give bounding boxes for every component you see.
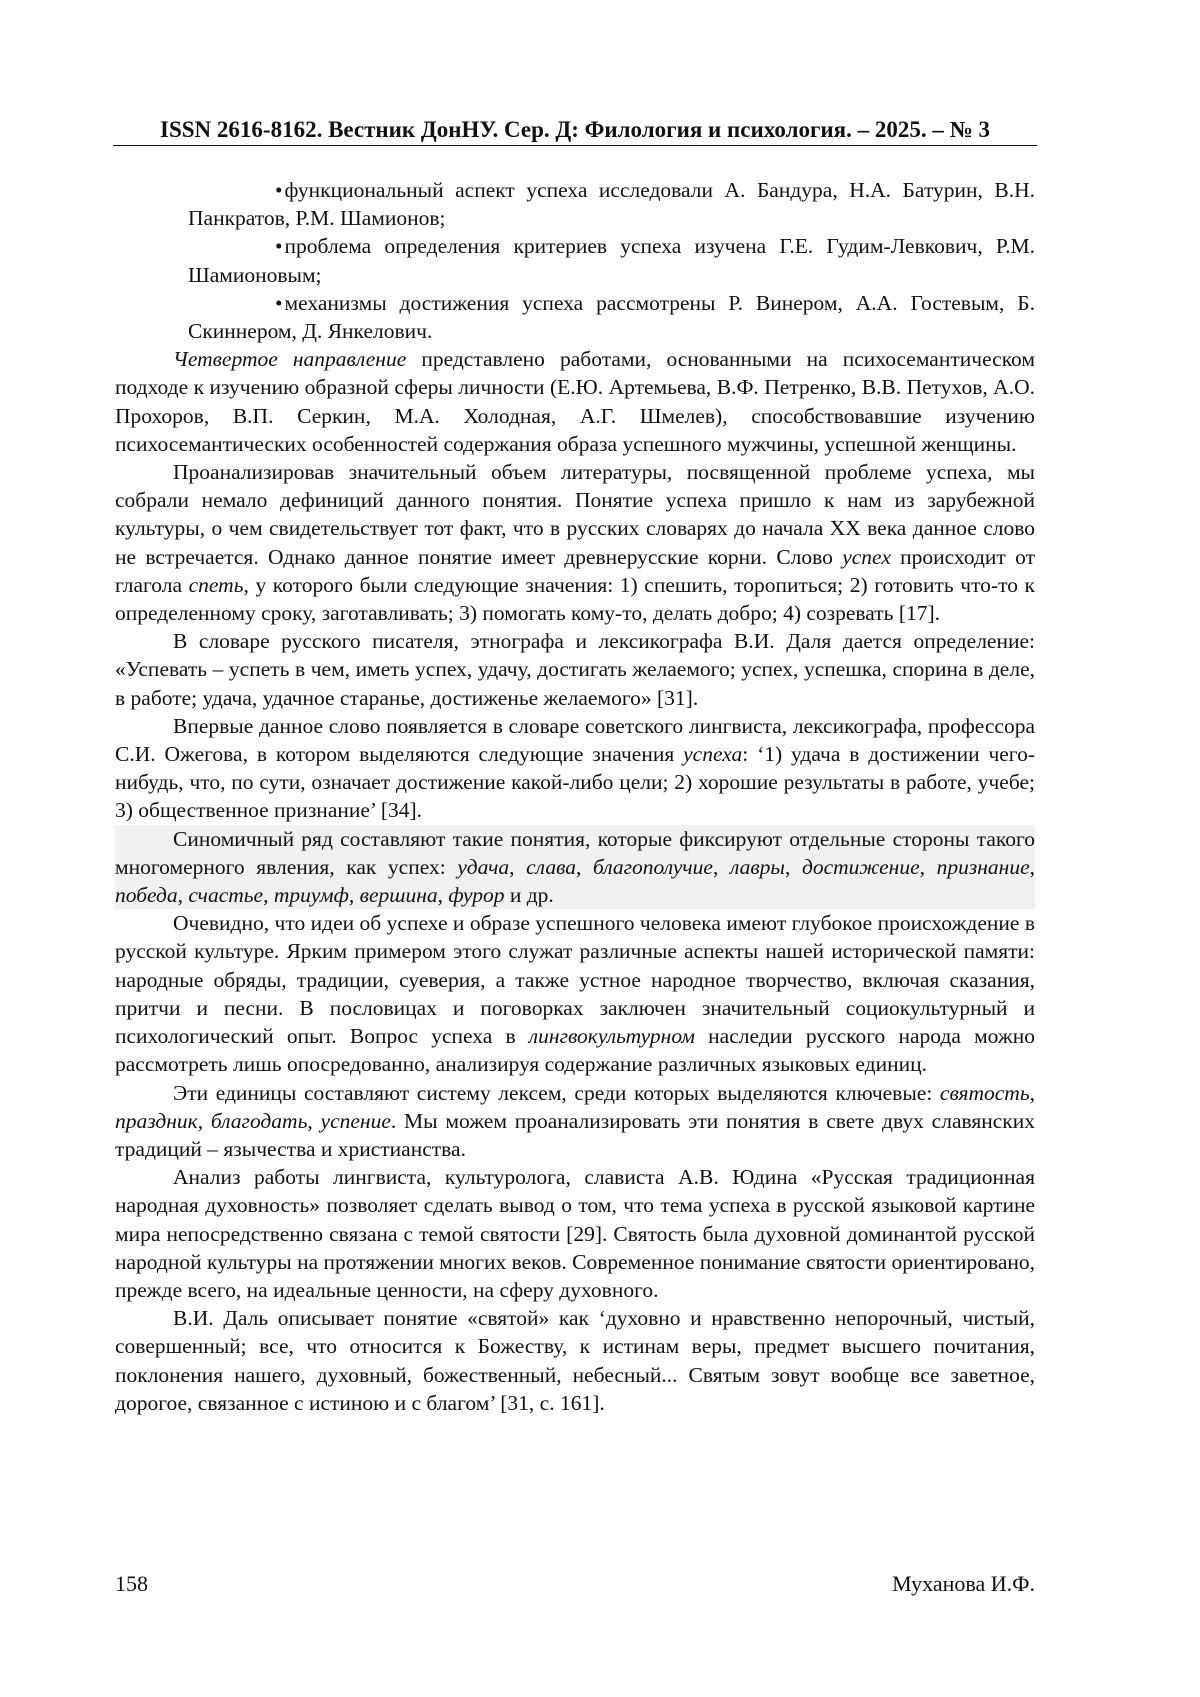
italic-term: праздник [115,1108,198,1133]
bullet-item [115,232,1035,288]
article-body [115,176,1035,1417]
running-header: ISSN 2616-8162. Вестник ДонНУ. Сер. Д: Филология и психология. – 2025. – № 3 [160,117,990,142]
italic-term: вершина [359,883,438,908]
separator: , [263,883,274,908]
separator: , [348,883,360,908]
italic-term: победа [115,883,178,908]
italic-term: лингвокультурном [528,1024,695,1049]
italic-term: благодать [210,1108,308,1133]
italic-term: успех [842,544,891,569]
paragraph-etymology [115,458,1035,627]
paragraph-text: : ‘1) удача в достижении чего-нибудь, что, по сути, означает достижение какой-либо цели; 2) хорошие результаты в работе, учебе; 3) общественное признание’ [34]. [115,742,1035,823]
paragraph-text: представлено работами, основанными на психосемантическом подходе к изучению образной сферы личности (Е.Ю. Артемьева, В.Ф. Петренко, В.В. Петухов, А.О. Прохоров, В.П. Серкин, М.А. Холодная, А.Г. Шмелев), способствовавшие изучению психосемантических особенностей содержания образа успешного мужчины, успешной женщины. [115,347,1035,456]
bullet-icon: • [275,178,283,202]
italic-term: достижение [801,854,920,879]
italic-term: фурор [448,883,505,908]
paragraph-text: Впервые данное слово появляется в словаре советского лингвиста, лексикографа, профессора С.И. Ожегова, в котором выделяются следующие значения [115,713,1035,767]
italic-term: счастье [188,883,264,908]
italic-term: лавры [729,854,785,879]
footer-author: Муханова И.Ф. [892,1571,1035,1596]
paragraph-holy-definition: В.И. Даль описывает понятие «святой» как ‘духовно и нравственно непорочный, чистый, совершенный; все, что относится к Божеству, к истинам веры, предмет высшего почитания, поклонения нашего, духовный, божественный, небесный... Святым зовут вообще все заветное, дорогое, связанное с истиною и с благом’ [31, с. 161]. [115,1306,1035,1415]
paragraph-text: Эти единицы составляют систему лексем, среди которых выделяются ключевые: [173,1080,940,1105]
bullet-text: функциональный аспект успеха исследовали А. Бандура, Н.А. Батурин, В.Н. Панкратов, Р.М. Шамионов; [188,178,1035,231]
paragraph-ozhegov-dictionary [115,712,1035,825]
italic-term: святость [939,1080,1030,1105]
bullet-text: механизмы достижения успеха рассмотрены Р. Винером, А.А. Гостевым, Б. Скиннером, Д. Янкелович. [188,290,1035,344]
separator: , [576,854,593,879]
separator: , [784,854,802,879]
paragraph-text: происходит от глагола [115,544,1035,597]
paragraph-text: наследии русского народа можно рассмотреть лишь опосредованно, анализируя содержание различных языковых единиц. [115,1024,1035,1077]
paragraph-russian-culture [115,909,1035,1078]
page-number: 158 [115,1571,148,1596]
separator: , [509,854,527,879]
bullet-icon: • [275,234,283,259]
bullet-text: проблема определения критериев успеха изучена Г.Е. Гудим-Левкович, Р.М. Шамионовым; [188,234,1035,287]
paragraph-text: и др. [504,883,554,908]
paragraph-yudin-analysis: Анализ работы лингвиста, культуролога, слависта А.В. Юдина «Русская традиционная народная духовность» позволяет сделать вывод о том, что тема успеха в русской языковой картине мира непосредственно связана с темой святости [29]. Святость была духовной доминантой русской народной культуры на протяжении многих веков. Современное понимание святости ориентировано, прежде всего, на идеальные ценности, на сферу духовного. [115,1165,1035,1302]
paragraph-lexemes [115,1079,1035,1164]
separator: , [1029,854,1035,879]
separator: , [437,883,449,908]
bullet-item [115,289,1035,345]
separator: , [712,854,730,879]
paragraph-text: , у которого были следующие значения: 1) спешить, торопиться; 2) готовить что-то к определенному сроку, заготавливать; 3) помогать кому-то, делать добро; 4) созревать [17]. [115,572,1035,626]
italic-term: Четвертое направление [173,347,407,372]
italic-term: успеха [683,742,743,767]
italic-term: удача [457,854,510,879]
separator: , [1029,1080,1035,1105]
bullet-item [115,176,1035,232]
paragraph-fourth-direction [115,345,1035,458]
paragraph-dal-dictionary: В словаре русского писателя, этнографа и лексикографа В.И. Даля дается определение: «Успевать – успеть в чем, иметь успех, удачу, достигать желаемого; успех, успешка, спорина в деле, в работе; удача, удачное старанье, достиженье желаемого» [31]. [115,629,1035,710]
separator: , [197,1108,211,1133]
bullet-icon: • [275,290,283,315]
separator: , [919,854,937,879]
italic-term: благополучие [593,854,713,879]
paragraph-text: Синомичный ряд составляют такие понятия, которые фиксируют отдельные стороны такого многомерного явления, как успех: [115,826,1035,879]
italic-term: спеть [188,572,244,597]
italic-term: успение [320,1108,391,1133]
header-rule [113,145,1037,146]
paragraph-text: . Мы можем проанализировать эти понятия в свете двух славянских традиций – язычества и христианства. [115,1108,1035,1161]
separator: , [307,1108,321,1133]
separator: , [177,883,189,908]
italic-term: признание [936,854,1030,879]
paragraph-synonyms [115,825,1035,910]
paragraph-text: Очевидно, что идеи об успехе и образе успешного человека имеют глубокое происхождение в русской культуре. Ярким примером этого служат различные аспекты нашей исторической памяти: народные обряды, традиции, суеверия, а также устное народное творчество, включая сказания, притчи и песни. В пословицах и поговорках заключен значительный социокультурный и психологический опыт. Вопрос успеха в [115,911,1035,1049]
italic-term: слава [526,854,577,879]
paragraph-text: Проанализировав значительный объем литературы, посвященной проблеме успеха, мы собрали немало дефиниций данного понятия. Понятие успеха пришло к нам из зарубежной культуры, о чем свидетельствует тот факт, что в русских словарях до начала XX века данное слово не встречается. Однако данное понятие имеет древнерусские корни. Слово [115,460,1035,569]
italic-term: триумф [273,883,349,908]
